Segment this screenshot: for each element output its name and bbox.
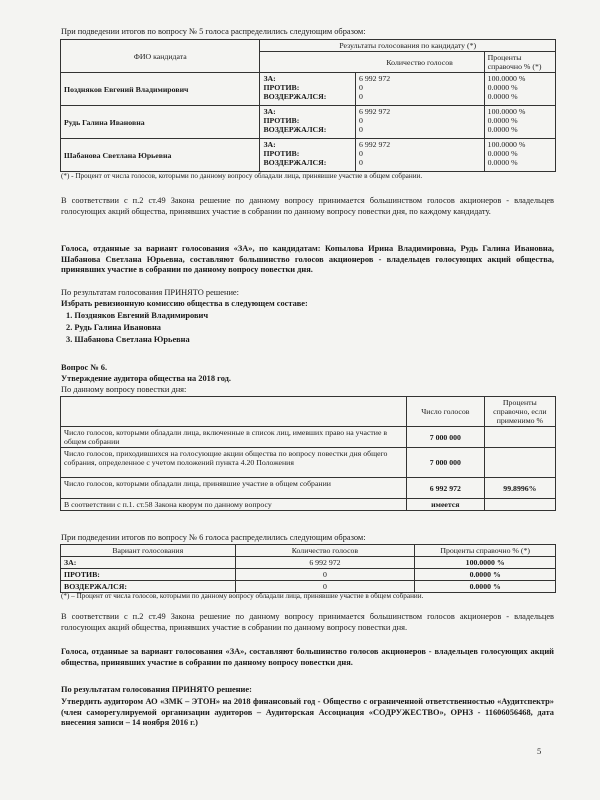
header-candidate: ФИО кандидата	[61, 40, 260, 73]
q5-votes-paragraph: Голоса, отданные за вариант голосования «ЗА», по кандидатам: Копылова Ирина Владимировна, Рудь Галина Ивановна, Шабанова Светлана Юрьевна, составляют большинство голосов акционеров - владельцев голосующих акций общества, принявших участие в собрании по данному вопросу повестки дня.	[61, 244, 554, 274]
header-votes: Число голосов	[406, 397, 484, 427]
q6-law-paragraph: В соответствии с п.2 ст.49 Закона решение по данному вопросу принимается большинством голосов акционеров - владельцев голосующих акций общества, принявших участие в собрании по данному вопросу повестки дня.	[61, 612, 554, 632]
header-results: Результаты голосования по кандидату (*)	[260, 40, 556, 52]
table-row: Число голосов, приходившихся на голосующие акции общества по вопросу повестки дня общего собрания, определенное с учетом положений пункта 4.20 Положения 7 000 000	[61, 448, 556, 478]
table-row: ЗА: 6 992 972 100.0000 %	[61, 557, 556, 569]
header-count: Количество голосов	[235, 545, 415, 557]
q6-agenda: По данному вопросу повестки дня:	[61, 385, 187, 394]
q6-accepted: По результатам голосования ПРИНЯТО решение:	[61, 685, 252, 694]
q5-results-table	[60, 39, 556, 172]
commission-member: 2. Рудь Галина Ивановна	[66, 323, 161, 332]
candidate-name: Поздняков Евгений Владимирович	[61, 73, 260, 106]
candidate-name: Шабанова Светлана Юрьевна	[61, 139, 260, 172]
header-variant: Вариант голосования	[61, 545, 236, 557]
q5-accepted: По результатам голосования ПРИНЯТО решение:	[61, 288, 239, 297]
header-percent: Проценты справочно, если применимо %	[484, 397, 555, 427]
header-count: Количество голосов	[356, 52, 485, 73]
candidate-name: Рудь Галина Ивановна	[61, 106, 260, 139]
candidate-row: Поздняков Евгений Владимирович ЗА: ПРОТИВ: ВОЗДЕРЖАЛСЯ: 6 992 972 0 0 100.0000 % 0.0000 % 0.0000 %	[61, 73, 556, 106]
q6-votes-paragraph: Голоса, отданные за вариант голосования «ЗА», составляют большинство голосов акционеров - владельцев голосующих акций общества, принявших участие в собрании по данному вопросу повестки дня.	[61, 647, 554, 667]
q6-quorum-table	[60, 396, 556, 511]
commission-member: 1. Поздняков Евгений Владимирович	[66, 311, 209, 320]
q6-intro: При подведении итогов по вопросу № 6 голоса распределились следующим образом:	[61, 533, 366, 542]
candidate-row: Рудь Галина Ивановна ЗА: ПРОТИВ: ВОЗДЕРЖАЛСЯ: 6 992 972 0 0 100.0000 % 0.0000 % 0.0000 %	[61, 106, 556, 139]
q5-decision: Избрать ревизионную комиссию общества в следующем составе:	[61, 299, 308, 308]
footnote: (*) – Процент от числа голосов, которыми по данному вопросу обладали лица, принявшие участие в общем собрании.	[61, 592, 424, 600]
q5-intro: При подведении итогов по вопросу № 5 голоса распределились следующим образом:	[61, 27, 366, 36]
table-row: Число голосов, которыми обладали лица, включенные в список лиц, имевших право на участие в общем собрании 7 000 000	[61, 427, 556, 448]
q6-subject: Утверждение аудитора общества на 2018 год.	[61, 374, 231, 383]
table-row: ВОЗДЕРЖАЛСЯ: 0 0.0000 %	[61, 581, 556, 593]
q6-results-table	[60, 544, 556, 593]
commission-member: 3. Шабанова Светлана Юрьевна	[66, 335, 190, 344]
header-percent: Проценты справочно % (*)	[415, 545, 556, 557]
table-row: Число голосов, которыми обладали лица, принявшие участие в общем собрании 6 992 972 99.8996%	[61, 478, 556, 499]
q6-title: Вопрос № 6.	[61, 363, 108, 372]
q6-decision: Утвердить аудитором АО «ЗМК – ЭТОН» на 2018 финансовый год - Общество с ограниченной ответственностью «Аудитспектр» (член саморегулируемой организации аудиторов – Аудиторская Ассоциация «СОДРУЖЕСТВО», ОРНЗ - 11606056468, дата внесения записи – 14 ноября 2016 г.)	[61, 697, 554, 727]
table-row: ПРОТИВ: 0 0.0000 %	[61, 569, 556, 581]
footnote: (*) - Процент от числа голосов, которыми по данному вопросу обладали лица, принявшие участие в общем собрании.	[61, 172, 423, 180]
q5-law-paragraph: В соответствии с п.2 ст.49 Закона решение по данному вопросу принимается большинством голосов акционеров - владельцев голосующих акций общества, принявших участие в собрании по данному вопросу повестки дня, по каждому кандидату.	[61, 196, 554, 216]
table-row: В соответствии с п.1. ст.58 Закона кворум по данному вопросу имеется	[61, 499, 556, 511]
candidate-row: Шабанова Светлана Юрьевна ЗА: ПРОТИВ: ВОЗДЕРЖАЛСЯ: 6 992 972 0 0 100.0000 % 0.0000 % 0.0000 %	[61, 139, 556, 172]
header-percent: Проценты справочно % (*)	[484, 52, 555, 73]
page-number: 5	[537, 746, 542, 756]
